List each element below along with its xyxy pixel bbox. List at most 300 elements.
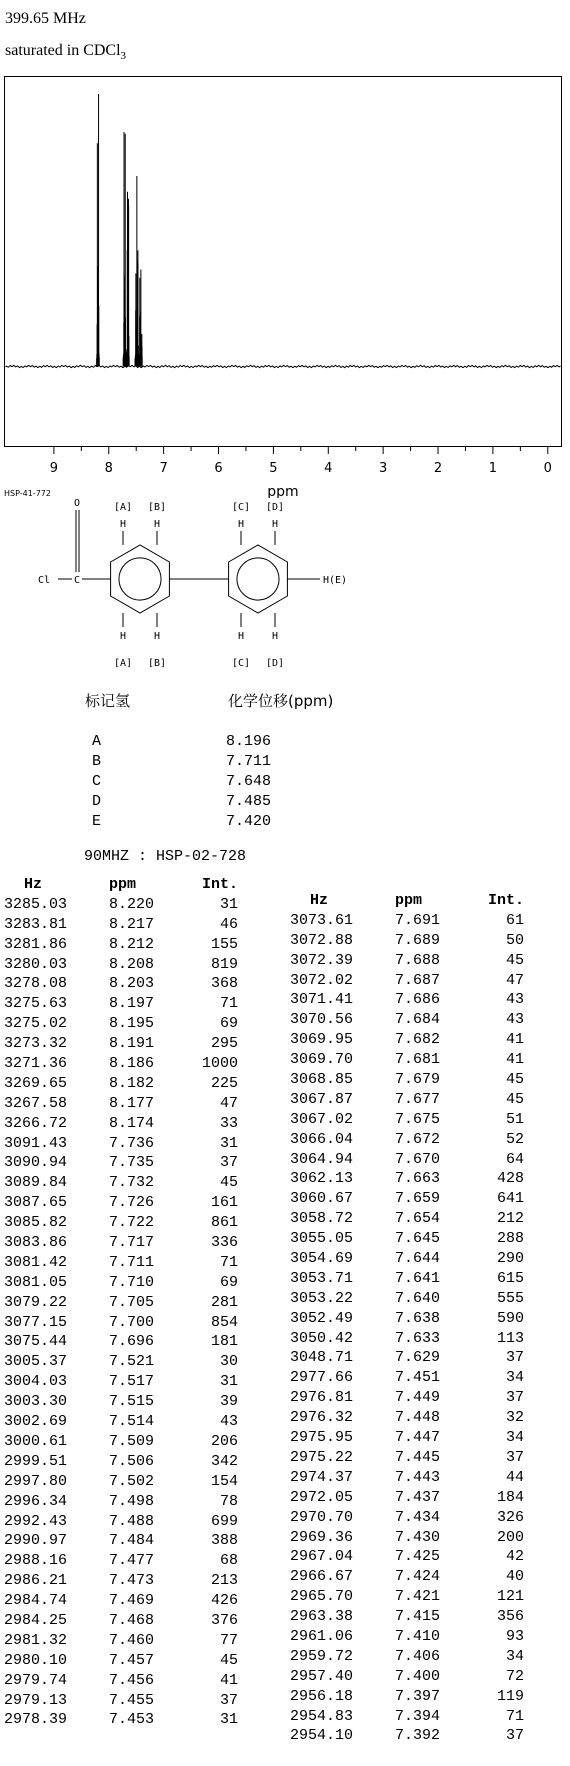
cell-hz: 3068.85 xyxy=(290,1071,354,1089)
cell-ppm: 7.498 xyxy=(109,1492,155,1510)
cell-int: 184 xyxy=(496,1488,524,1506)
label-top-0: [A] xyxy=(113,502,133,513)
cell-hz: 3087.65 xyxy=(4,1194,68,1212)
table-row xyxy=(290,1051,530,1071)
table-row xyxy=(4,1532,244,1552)
cell-int: 39 xyxy=(219,1393,238,1411)
table-row xyxy=(290,1170,530,1190)
cell-int: 376 xyxy=(210,1611,238,1629)
cell-int: 368 xyxy=(210,975,238,993)
h-bottom-3: H xyxy=(271,631,279,642)
cell-int: 1000 xyxy=(201,1055,238,1073)
cell-ppm: 7.633 xyxy=(395,1329,441,1347)
table-row xyxy=(4,1294,244,1314)
x-tick-label-2: 7 xyxy=(159,461,168,476)
cell-int: 555 xyxy=(496,1289,524,1307)
table-row xyxy=(290,1230,530,1250)
table-row xyxy=(290,1031,530,1051)
cell-hz: 3053.22 xyxy=(290,1289,354,1307)
table-row xyxy=(4,1154,244,1174)
cell-ppm: 7.430 xyxy=(395,1528,441,1546)
cell-ppm: 7.711 xyxy=(109,1253,155,1271)
cell-hz: 3052.49 xyxy=(290,1309,354,1327)
cell-hz: 2980.10 xyxy=(4,1651,68,1669)
cell-int: 121 xyxy=(496,1588,524,1606)
table-row xyxy=(4,1314,244,1334)
cell-int: 34 xyxy=(505,1429,524,1447)
table-row xyxy=(4,995,244,1015)
cell-hz: 2978.39 xyxy=(4,1711,68,1729)
assignment-label: A xyxy=(92,733,102,750)
h-top-1: H xyxy=(153,519,161,530)
cell-int: 37 xyxy=(505,1389,524,1407)
cell-ppm: 7.514 xyxy=(109,1413,155,1431)
table-row xyxy=(4,896,244,916)
x-tick-label-1: 8 xyxy=(104,461,113,476)
cell-int: 615 xyxy=(496,1269,524,1287)
table-row xyxy=(290,1429,530,1449)
peak-table-header xyxy=(4,876,244,896)
assignment-row xyxy=(92,752,312,772)
cell-hz: 3089.84 xyxy=(4,1174,68,1192)
reference-note: 90MHZ : HSP-02-728 xyxy=(84,848,247,865)
oxygen-label: O xyxy=(73,498,81,509)
solvent-subscript: 3 xyxy=(120,50,127,63)
cell-int: 388 xyxy=(210,1532,238,1550)
table-row xyxy=(290,1449,530,1469)
cell-int: 213 xyxy=(210,1572,238,1590)
cell-hz: 3050.42 xyxy=(290,1329,354,1347)
cell-hz: 3081.05 xyxy=(4,1273,68,1291)
h-e-label: H(E) xyxy=(322,575,348,586)
cell-int: 64 xyxy=(505,1150,524,1168)
cell-int: 93 xyxy=(505,1627,524,1645)
table-row xyxy=(4,1095,244,1115)
cell-ppm: 8.191 xyxy=(109,1035,155,1053)
cell-ppm: 7.644 xyxy=(395,1250,441,1268)
cell-hz: 3062.13 xyxy=(290,1170,354,1188)
assignment-row xyxy=(92,732,312,752)
cell-ppm: 8.197 xyxy=(109,995,155,1013)
nmr-spectrum-chart xyxy=(0,68,570,498)
cell-int: 290 xyxy=(496,1250,524,1268)
cell-int: 78 xyxy=(219,1492,238,1510)
cell-int: 34 xyxy=(505,1369,524,1387)
cell-hz: 3053.71 xyxy=(290,1269,354,1287)
cell-hz: 3055.05 xyxy=(290,1230,354,1248)
cell-int: 45 xyxy=(505,951,524,969)
cell-ppm: 7.670 xyxy=(395,1150,441,1168)
table-row xyxy=(290,1330,530,1350)
table-row xyxy=(290,952,530,972)
cell-int: 71 xyxy=(219,995,238,1013)
x-tick-label-6: 3 xyxy=(379,461,388,476)
cell-ppm: 7.415 xyxy=(395,1608,441,1626)
cell-hz: 2990.97 xyxy=(4,1532,68,1550)
assignment-table xyxy=(92,732,312,832)
table-row xyxy=(4,1453,244,1473)
table-row xyxy=(4,1652,244,1672)
cell-ppm: 7.400 xyxy=(395,1667,441,1685)
cell-int: 288 xyxy=(496,1230,524,1248)
cell-ppm: 7.677 xyxy=(395,1090,441,1108)
table-row xyxy=(290,1250,530,1270)
table-row xyxy=(4,1692,244,1712)
cell-int: 37 xyxy=(505,1448,524,1466)
cell-ppm: 7.515 xyxy=(109,1393,155,1411)
x-tick-label-4: 5 xyxy=(269,461,278,476)
h-bottom-1: H xyxy=(153,631,161,642)
chemical-structure xyxy=(30,494,400,674)
cell-ppm: 7.681 xyxy=(395,1051,441,1069)
cell-int: 181 xyxy=(210,1333,238,1351)
cell-hz: 2959.72 xyxy=(290,1647,354,1665)
cell-int: 113 xyxy=(496,1329,524,1347)
cell-hz: 3081.42 xyxy=(4,1253,68,1271)
table-row xyxy=(290,1529,530,1549)
cell-hz: 3273.32 xyxy=(4,1035,68,1053)
table-row xyxy=(290,1727,530,1747)
label-bottom-2: [C] xyxy=(231,658,251,669)
table-row xyxy=(290,1708,530,1728)
cell-hz: 3072.02 xyxy=(290,971,354,989)
table-row xyxy=(4,1075,244,1095)
assignment-row xyxy=(92,812,312,832)
cell-int: 47 xyxy=(505,971,524,989)
cell-int: 42 xyxy=(505,1548,524,1566)
table-row xyxy=(290,1688,530,1708)
plot-frame xyxy=(5,77,562,447)
cell-int: 225 xyxy=(210,1074,238,1092)
cell-hz: 3280.03 xyxy=(4,955,68,973)
cell-hz: 3071.41 xyxy=(290,991,354,1009)
table-row xyxy=(290,1568,530,1588)
cell-ppm: 8.174 xyxy=(109,1114,155,1132)
table-row xyxy=(4,1234,244,1254)
assignment-label: C xyxy=(92,773,102,790)
table-row xyxy=(4,1632,244,1652)
cell-hz: 2956.18 xyxy=(290,1687,354,1705)
cell-ppm: 7.672 xyxy=(395,1130,441,1148)
cell-int: 69 xyxy=(219,1015,238,1033)
cell-ppm: 7.735 xyxy=(109,1154,155,1172)
cell-int: 41 xyxy=(505,1051,524,1069)
spectrum-peaks xyxy=(97,94,142,367)
assignment-shift: 8.196 xyxy=(226,733,272,750)
cell-int: 47 xyxy=(219,1094,238,1112)
cell-hz: 3072.39 xyxy=(290,951,354,969)
cell-ppm: 7.457 xyxy=(109,1651,155,1669)
cell-hz: 2986.21 xyxy=(4,1572,68,1590)
table-row xyxy=(290,1131,530,1151)
cell-int: 43 xyxy=(505,1011,524,1029)
cell-ppm: 7.700 xyxy=(109,1313,155,1331)
cell-ppm: 7.456 xyxy=(109,1671,155,1689)
peak-table-left xyxy=(4,876,244,1731)
cell-int: 641 xyxy=(496,1190,524,1208)
cell-int: 43 xyxy=(505,991,524,1009)
table-row xyxy=(4,1513,244,1533)
table-row xyxy=(290,1668,530,1688)
table-row xyxy=(290,1290,530,1310)
cell-int: 61 xyxy=(505,911,524,929)
label-bottom-1: [B] xyxy=(147,658,167,669)
cell-hz: 3067.02 xyxy=(290,1110,354,1128)
assignment-shift: 7.485 xyxy=(226,793,272,810)
header-int: Int. xyxy=(201,876,238,893)
table-row xyxy=(4,936,244,956)
assignment-label: D xyxy=(92,793,102,810)
h-top-3: H xyxy=(271,519,279,530)
cell-int: 30 xyxy=(219,1353,238,1371)
cell-int: 212 xyxy=(496,1210,524,1228)
table-row xyxy=(290,1389,530,1409)
cell-int: 41 xyxy=(219,1671,238,1689)
cell-hz: 3073.61 xyxy=(290,911,354,929)
table-row xyxy=(4,916,244,936)
cell-hz: 3267.58 xyxy=(4,1094,68,1112)
cell-int: 428 xyxy=(496,1170,524,1188)
cell-hz: 2972.05 xyxy=(290,1488,354,1506)
cell-ppm: 7.689 xyxy=(395,931,441,949)
cell-int: 161 xyxy=(210,1194,238,1212)
cell-hz: 3085.82 xyxy=(4,1214,68,1232)
cell-int: 52 xyxy=(505,1130,524,1148)
table-row xyxy=(4,1413,244,1433)
cell-int: 31 xyxy=(219,1711,238,1729)
header-shift-label: 化学位移(ppm) xyxy=(228,692,334,710)
cell-int: 336 xyxy=(210,1234,238,1252)
x-tick-label-9: 0 xyxy=(543,461,552,476)
cell-int: 37 xyxy=(505,1349,524,1367)
cell-ppm: 7.521 xyxy=(109,1353,155,1371)
header-hz: Hz xyxy=(310,892,329,909)
cell-ppm: 7.443 xyxy=(395,1468,441,1486)
cell-ppm: 7.488 xyxy=(109,1512,155,1530)
cell-hz: 2966.67 xyxy=(290,1568,354,1586)
cell-ppm: 7.638 xyxy=(395,1309,441,1327)
cell-hz: 3072.88 xyxy=(290,931,354,949)
table-row xyxy=(290,912,530,932)
cell-int: 45 xyxy=(219,1651,238,1669)
cell-ppm: 8.182 xyxy=(109,1074,155,1092)
assignment-row xyxy=(92,792,312,812)
cell-ppm: 7.437 xyxy=(395,1488,441,1506)
cell-ppm: 8.203 xyxy=(109,975,155,993)
cell-ppm: 7.682 xyxy=(395,1031,441,1049)
cell-ppm: 7.421 xyxy=(395,1588,441,1606)
table-row xyxy=(290,1270,530,1290)
cell-int: 45 xyxy=(219,1174,238,1192)
cell-hz: 2997.80 xyxy=(4,1472,68,1490)
cell-int: 72 xyxy=(505,1667,524,1685)
cell-ppm: 7.736 xyxy=(109,1134,155,1152)
cell-int: 31 xyxy=(219,895,238,913)
cell-hz: 3005.37 xyxy=(4,1353,68,1371)
cell-ppm: 8.212 xyxy=(109,935,155,953)
cell-ppm: 7.449 xyxy=(395,1389,441,1407)
cell-hz: 3075.44 xyxy=(4,1333,68,1351)
h-bottom-2: H xyxy=(237,631,245,642)
cell-ppm: 7.645 xyxy=(395,1230,441,1248)
x-tick-label-0: 9 xyxy=(49,461,59,476)
cell-ppm: 7.434 xyxy=(395,1508,441,1526)
cell-ppm: 7.629 xyxy=(395,1349,441,1367)
table-row xyxy=(290,1190,530,1210)
cell-int: 861 xyxy=(210,1214,238,1232)
cell-hz: 2970.70 xyxy=(290,1508,354,1526)
x-axis-label: ppm xyxy=(267,484,299,498)
cell-hz: 2974.37 xyxy=(290,1468,354,1486)
cell-int: 326 xyxy=(496,1508,524,1526)
h-bottom-0: H xyxy=(119,631,127,642)
cell-int: 206 xyxy=(210,1432,238,1450)
cell-hz: 3048.71 xyxy=(290,1349,354,1367)
table-row xyxy=(290,1409,530,1429)
carbon-label: C xyxy=(73,575,81,586)
table-row xyxy=(290,1369,530,1389)
label-bottom-3: [D] xyxy=(265,658,285,669)
table-row xyxy=(4,1135,244,1155)
structure-code: HSP-41-772 xyxy=(4,489,51,498)
table-row xyxy=(290,1210,530,1230)
peak-table-right xyxy=(290,892,530,1747)
x-tick-label-7: 2 xyxy=(433,461,443,476)
cell-ppm: 7.686 xyxy=(395,991,441,1009)
cell-ppm: 7.691 xyxy=(395,911,441,929)
cell-hz: 2984.25 xyxy=(4,1611,68,1629)
cell-hz: 2999.51 xyxy=(4,1452,68,1470)
cell-ppm: 7.705 xyxy=(109,1293,155,1311)
cell-int: 46 xyxy=(219,915,238,933)
cell-ppm: 7.473 xyxy=(109,1572,155,1590)
cell-ppm: 7.509 xyxy=(109,1432,155,1450)
cell-ppm: 7.468 xyxy=(109,1611,155,1629)
assignment-shift: 7.711 xyxy=(226,753,272,770)
table-row xyxy=(290,1509,530,1529)
cell-ppm: 7.726 xyxy=(109,1194,155,1212)
assignment-label: E xyxy=(92,813,102,830)
cell-hz: 2979.13 xyxy=(4,1691,68,1709)
cell-hz: 2954.10 xyxy=(290,1727,354,1745)
cell-int: 426 xyxy=(210,1592,238,1610)
cell-ppm: 7.455 xyxy=(109,1691,155,1709)
cell-ppm: 8.195 xyxy=(109,1015,155,1033)
cell-hz: 2954.83 xyxy=(290,1707,354,1725)
cell-int: 37 xyxy=(505,1727,524,1745)
header-hz: Hz xyxy=(24,876,43,893)
cell-int: 69 xyxy=(219,1273,238,1291)
cell-int: 71 xyxy=(219,1253,238,1271)
cell-hz: 2996.34 xyxy=(4,1492,68,1510)
cell-int: 699 xyxy=(210,1512,238,1530)
cell-ppm: 7.679 xyxy=(395,1071,441,1089)
table-row xyxy=(290,972,530,992)
x-tick-label-5: 4 xyxy=(324,461,333,476)
cell-ppm: 7.641 xyxy=(395,1269,441,1287)
cell-ppm: 7.410 xyxy=(395,1627,441,1645)
table-row xyxy=(4,1015,244,1035)
table-row xyxy=(4,1672,244,1692)
cell-int: 37 xyxy=(219,1154,238,1172)
cell-int: 342 xyxy=(210,1452,238,1470)
cell-hz: 3069.95 xyxy=(290,1031,354,1049)
cell-int: 155 xyxy=(210,935,238,953)
cell-ppm: 7.640 xyxy=(395,1289,441,1307)
cell-int: 45 xyxy=(505,1090,524,1108)
table-row xyxy=(290,1489,530,1509)
table-row xyxy=(4,1493,244,1513)
cell-hz: 3079.22 xyxy=(4,1293,68,1311)
cell-hz: 3004.03 xyxy=(4,1373,68,1391)
table-row xyxy=(290,1628,530,1648)
cell-int: 34 xyxy=(505,1647,524,1665)
cell-hz: 2969.36 xyxy=(290,1528,354,1546)
cell-ppm: 8.186 xyxy=(109,1055,155,1073)
h-top-2: H xyxy=(237,519,245,530)
cell-ppm: 7.406 xyxy=(395,1647,441,1665)
cell-hz: 2961.06 xyxy=(290,1627,354,1645)
table-row xyxy=(290,1151,530,1171)
spectrometer-frequency: 399.65 MHz xyxy=(5,10,86,27)
table-row xyxy=(4,1214,244,1234)
cell-hz: 3069.70 xyxy=(290,1051,354,1069)
table-row xyxy=(4,975,244,995)
table-row xyxy=(290,1310,530,1330)
cell-int: 43 xyxy=(219,1413,238,1431)
cell-int: 41 xyxy=(505,1031,524,1049)
cell-hz: 3275.63 xyxy=(4,995,68,1013)
cell-ppm: 8.208 xyxy=(109,955,155,973)
header-ppm: ppm xyxy=(109,876,137,893)
cell-ppm: 7.451 xyxy=(395,1369,441,1387)
table-row xyxy=(4,1055,244,1075)
cell-ppm: 7.448 xyxy=(395,1409,441,1427)
cell-int: 68 xyxy=(219,1552,238,1570)
cell-ppm: 7.469 xyxy=(109,1592,155,1610)
cell-int: 31 xyxy=(219,1134,238,1152)
cell-hz: 3002.69 xyxy=(4,1413,68,1431)
cell-ppm: 8.217 xyxy=(109,915,155,933)
table-row xyxy=(290,932,530,952)
cell-hz: 2992.43 xyxy=(4,1512,68,1530)
cell-hz: 3064.94 xyxy=(290,1150,354,1168)
cell-ppm: 7.732 xyxy=(109,1174,155,1192)
table-row xyxy=(290,1091,530,1111)
cell-int: 819 xyxy=(210,955,238,973)
cell-hz: 2988.16 xyxy=(4,1552,68,1570)
cell-ppm: 8.177 xyxy=(109,1094,155,1112)
cell-ppm: 7.659 xyxy=(395,1190,441,1208)
table-row xyxy=(290,1349,530,1369)
cell-hz: 2967.04 xyxy=(290,1548,354,1566)
cell-hz: 3269.65 xyxy=(4,1074,68,1092)
table-row xyxy=(4,1433,244,1453)
header-int: Int. xyxy=(487,892,524,909)
cell-hz: 3283.81 xyxy=(4,915,68,933)
cell-hz: 3058.72 xyxy=(290,1210,354,1228)
cell-ppm: 7.502 xyxy=(109,1472,155,1490)
label-top-1: [B] xyxy=(147,502,167,513)
cell-hz: 2981.32 xyxy=(4,1631,68,1649)
table-row xyxy=(4,1254,244,1274)
header-proton-label: 标记氢 xyxy=(85,692,131,710)
table-row xyxy=(4,1393,244,1413)
assignment-label: B xyxy=(92,753,102,770)
cell-int: 44 xyxy=(505,1468,524,1486)
cell-ppm: 7.517 xyxy=(109,1373,155,1391)
cell-hz: 2963.38 xyxy=(290,1608,354,1626)
